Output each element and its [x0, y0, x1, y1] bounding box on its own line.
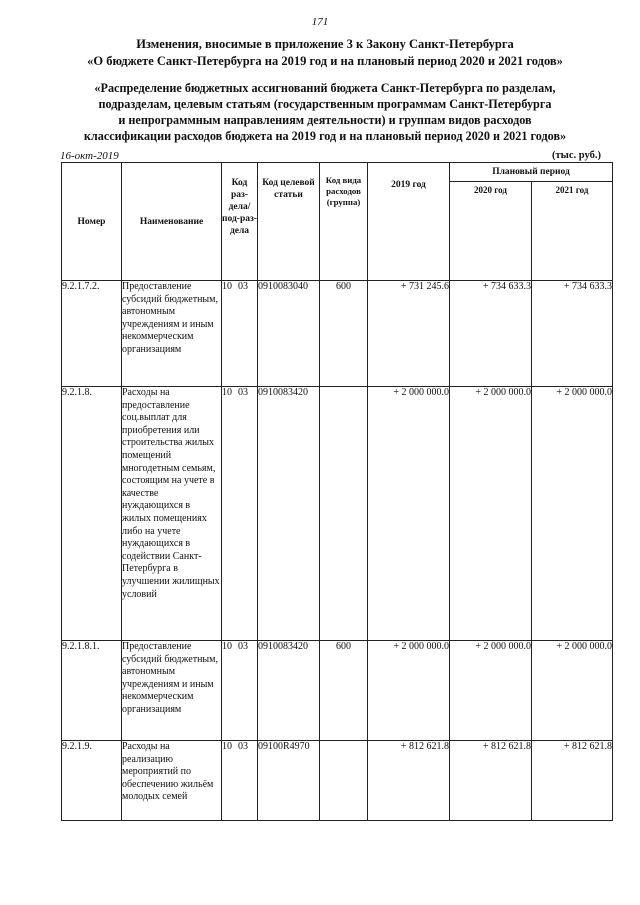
row-expense-code: 600 [320, 641, 368, 741]
page-number: 171 [311, 16, 329, 28]
header-plan-period: Плановый период [450, 163, 613, 182]
title-line: Изменения, вносимые в приложение 3 к Закону Санкт-Петербурга [136, 37, 514, 51]
header-name: Наименование [122, 163, 222, 281]
subsection-code: 03 [238, 641, 248, 652]
row-target-code: 0910083420 [258, 641, 320, 741]
subsection-code: 03 [238, 281, 248, 292]
row-expense-code [320, 387, 368, 641]
section-code: 10 [222, 641, 232, 652]
header-target-code: Код целевой статьи [258, 163, 320, 281]
subtitle-line: и непрограммным направлениям деятельности) и группам видов расходов [118, 113, 532, 127]
row-amount-2020: + 734 633.3 [450, 281, 532, 387]
row-name: Предоставление субсидий бюджетным, автономным учреждениям и иным некоммерческим организациям [122, 281, 222, 387]
document-title [40, 36, 610, 70]
row-section-code [222, 281, 258, 387]
table-row [62, 387, 613, 641]
row-target-code: 09100R4970 [258, 741, 320, 821]
row-number: 9.2.1.8.1. [62, 641, 122, 741]
row-amount-2020: + 812 621.8 [450, 741, 532, 821]
row-amount-2019: + 2 000 000.0 [368, 387, 450, 641]
header-number: Номер [62, 163, 122, 281]
header-2020: 2020 год [450, 182, 532, 281]
row-number: 9.2.1.7.2. [62, 281, 122, 387]
section-code: 10 [222, 281, 232, 292]
row-expense-code [320, 741, 368, 821]
row-name: Расходы на предоставление соц.выплат для приобретения или строительства жилых помещений многодетным семьям, состоящим на учете в качестве нуждающихся в жилых помещениях либо на учете нуждающихся в содействии Санкт-Петербурга в улучшении жилищных условий [122, 387, 222, 641]
row-amount-2021: + 2 000 000.0 [532, 387, 613, 641]
document-date: 16-окт-2019 [60, 150, 119, 162]
budget-table [61, 162, 613, 821]
row-name: Предоставление субсидий бюджетным, автономным учреждениям и иным некоммерческим организациям [122, 641, 222, 741]
header-2021: 2021 год [532, 182, 613, 281]
row-amount-2019: + 2 000 000.0 [368, 641, 450, 741]
table-row [62, 741, 613, 821]
row-amount-2019: + 812 621.8 [368, 741, 450, 821]
document-subtitle [40, 80, 610, 144]
row-section-code [222, 741, 258, 821]
row-number: 9.2.1.9. [62, 741, 122, 821]
row-amount-2021: + 812 621.8 [532, 741, 613, 821]
row-expense-code: 600 [320, 281, 368, 387]
row-amount-2021: + 734 633.3 [532, 281, 613, 387]
row-amount-2020: + 2 000 000.0 [450, 387, 532, 641]
header-section-code: Код раз-дела/ под-раз-дела [222, 163, 258, 281]
header-expense-code: Код вида расходов (группа) [320, 163, 368, 281]
units-label: (тыс. руб.) [552, 150, 601, 161]
table-row [62, 641, 613, 741]
header-2019: 2019 год [368, 163, 450, 281]
row-amount-2021: + 2 000 000.0 [532, 641, 613, 741]
subsection-code: 03 [238, 741, 248, 752]
section-code: 10 [222, 387, 232, 398]
title-line: «О бюджете Санкт-Петербурга на 2019 год и на плановый период 2020 и 2021 годов» [87, 54, 563, 68]
row-section-code [222, 641, 258, 741]
section-code: 10 [222, 741, 232, 752]
row-number: 9.2.1.8. [62, 387, 122, 641]
row-amount-2019: + 731 245.6 [368, 281, 450, 387]
row-amount-2020: + 2 000 000.0 [450, 641, 532, 741]
row-target-code: 0910083420 [258, 387, 320, 641]
subtitle-line: классификации расходов бюджета на 2019 год и на плановый период 2020 и 2021 годов» [83, 129, 567, 143]
table-row [62, 281, 613, 387]
subsection-code: 03 [238, 387, 248, 398]
row-section-code [222, 387, 258, 641]
subtitle-line: «Распределение бюджетных ассигнований бюджета Санкт-Петербурга по разделам, [94, 81, 556, 95]
subtitle-line: подразделам, целевым статьям (государственным программам Санкт-Петербурга [98, 97, 552, 111]
row-target-code: 0910083040 [258, 281, 320, 387]
row-name: Расходы на реализацию мероприятий по обеспечению жильём молодых семей [122, 741, 222, 821]
